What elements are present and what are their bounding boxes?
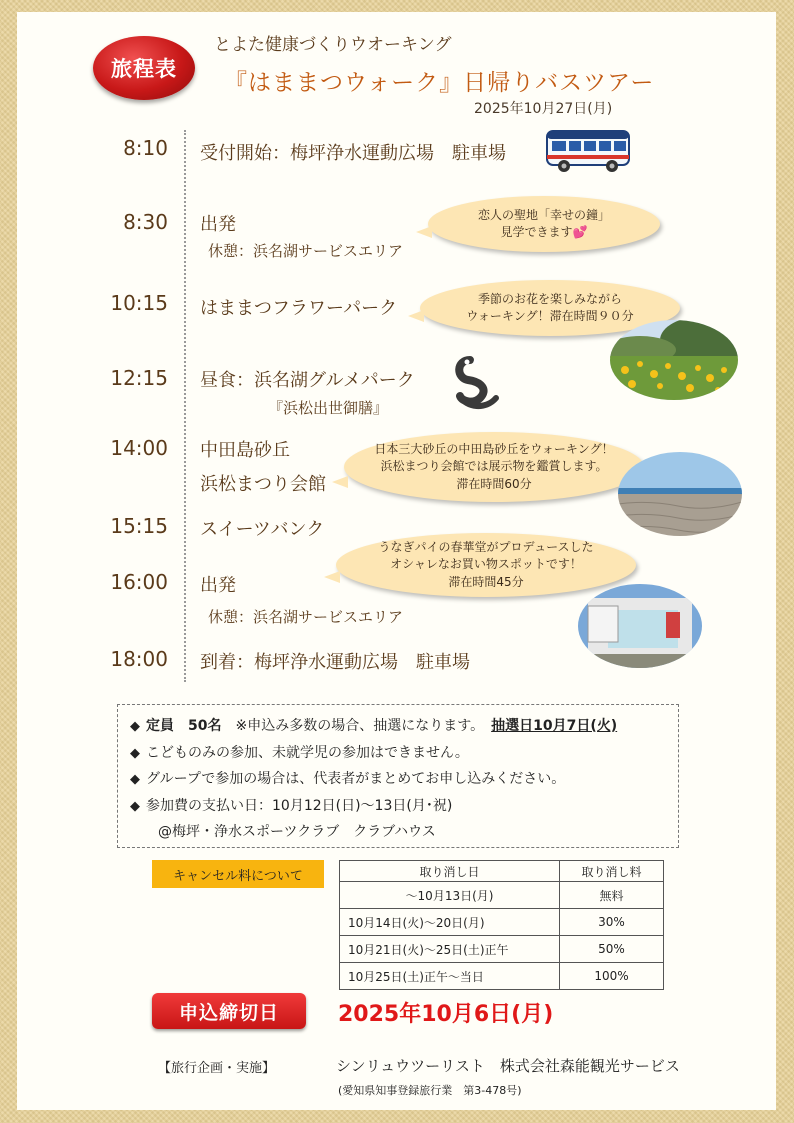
bubble-line: 浜松まつり会館では展示物を鑑賞します。 (380, 459, 608, 474)
table-row (340, 963, 664, 990)
eel-icon (452, 354, 504, 412)
timeline-line (184, 130, 186, 682)
event-sand-dune: 中田島砂丘 (200, 440, 290, 461)
capacity-label: 定員 50名 (146, 718, 222, 734)
info-payment-place: @梅坪・浄水スポーツクラブ クラブハウス (158, 824, 436, 840)
event-flower-park: はままつフラワーパーク (200, 298, 398, 319)
event-arrival: 到着：梅坪浄水運動広場 駐車場 (200, 652, 470, 673)
info-group-text: グループで参加の場合は、代表者がまとめてお申し込みください。 (146, 771, 566, 787)
bubble-line: 季節のお花を楽しみながら (477, 291, 622, 306)
table-header-row (340, 861, 664, 882)
diamond-icon: ◆ (130, 719, 140, 734)
deadline-label: 申込締切日 (152, 993, 306, 1029)
sand-dune-image (618, 452, 742, 536)
table-row (340, 936, 664, 963)
time-0810: 8:10 (123, 136, 168, 160)
lottery-date: 抽選日10月7日(火) (491, 718, 618, 734)
diamond-icon: ◆ (130, 798, 140, 814)
time-0830: 8:30 (123, 210, 168, 234)
event-lunch-menu: 『浜松出世御膳』 (268, 399, 389, 417)
flower-field-image (610, 320, 738, 400)
cancel-fee-cell: 30% (560, 909, 664, 936)
itinerary-badge: 旅程表 (93, 36, 195, 100)
event-lunch: 昼食：浜名湖グルメパーク (200, 370, 415, 391)
cancel-date-cell: 10月21日(火)～25日(土)正午 (340, 936, 560, 963)
registration-number: (愛知県知事登録旅行業 第3-478号) (338, 1084, 522, 1097)
organizer-label: 【旅行企画・実施】 (158, 1061, 276, 1076)
event-rest-stop: 休憩：浜名湖サービスエリア (208, 242, 404, 260)
deadline-date: 2025年10月6日(月) (338, 1002, 554, 1027)
sweets-bank-image (578, 584, 702, 668)
cancel-fee-label: キャンセル料について (152, 860, 324, 888)
event-depart: 出発 (200, 214, 236, 235)
bubble-line: オシャレなお買い物スポットです！ (390, 557, 582, 572)
time-1515: 15:15 (110, 514, 168, 538)
time-1400: 14:00 (110, 436, 168, 460)
bus-icon (544, 128, 632, 174)
cancel-fee-cell: 無料 (560, 882, 664, 909)
cancel-fee-cell: 50% (560, 936, 664, 963)
info-payment-text: 参加費の支払い日：10月12日(日)～13日(月･祝) (146, 797, 453, 814)
header-cancel-fee: 取り消し料 (560, 861, 664, 882)
bubble-line: 日本三大砂丘の中田島砂丘をウォーキング！ (374, 441, 614, 456)
info-payment (130, 793, 678, 820)
time-1600: 16:00 (110, 570, 168, 594)
event-rest-stop-return: 休憩：浜名湖サービスエリア (208, 608, 404, 626)
cancel-date-cell: ～10月13日(月) (340, 882, 560, 909)
diamond-icon: ◆ (130, 745, 140, 761)
capacity-note: ※申込み多数の場合、抽選になります。 (235, 718, 478, 734)
organizer-company: シンリュウツーリスト 株式会社森能観光サービス (336, 1057, 680, 1075)
cancel-date-cell: 10月25日(土)正午～当日 (340, 963, 560, 990)
time-1015: 10:15 (110, 291, 168, 315)
cancel-date-cell: 10月14日(火)～20日(月) (340, 909, 560, 936)
event-sweets-bank: スイーツバンク (200, 519, 325, 540)
bubble-line: 滞在時間45分 (448, 574, 524, 589)
bubble-bell (428, 196, 660, 252)
info-box (117, 704, 679, 848)
page-title: 『はままつウォーク』日帰りバスツアー (224, 70, 655, 96)
bubble-line: 恋人の聖地「幸せの鐘」 (477, 207, 610, 222)
table-row (340, 909, 664, 936)
time-1800: 18:00 (110, 647, 168, 671)
bubble-line: うなぎパイの春華堂がプロデュースした (378, 539, 594, 554)
bubble-sweets (336, 533, 636, 597)
table-row (340, 882, 664, 909)
event-festival-hall: 浜松まつり会館 (200, 474, 326, 495)
event-depart-return: 出発 (200, 575, 236, 596)
bubble-line: 滞在時間60分 (456, 476, 532, 491)
bubble-dune (344, 432, 644, 502)
cancel-fee-table (339, 860, 664, 990)
event-reception: 受付開始：梅坪浄水運動広場 駐車場 (200, 143, 506, 164)
tour-date: 2025年10月27日(月) (474, 101, 613, 117)
info-children-text: こどものみの参加、未就学児の参加はできません。 (146, 744, 469, 761)
info-children (130, 740, 678, 767)
header-cancel-date: 取り消し日 (340, 861, 560, 882)
diamond-icon: ◆ (130, 772, 140, 787)
info-capacity (130, 713, 678, 740)
bubble-line: ウォーキング！滞在時間９０分 (466, 309, 634, 323)
time-1215: 12:15 (110, 366, 168, 390)
bubble-line: 見学できます💕 (500, 225, 588, 239)
info-group (130, 766, 678, 793)
cancel-fee-cell: 100% (560, 963, 664, 990)
subtitle: とよた健康づくりウオーキング (214, 35, 452, 55)
